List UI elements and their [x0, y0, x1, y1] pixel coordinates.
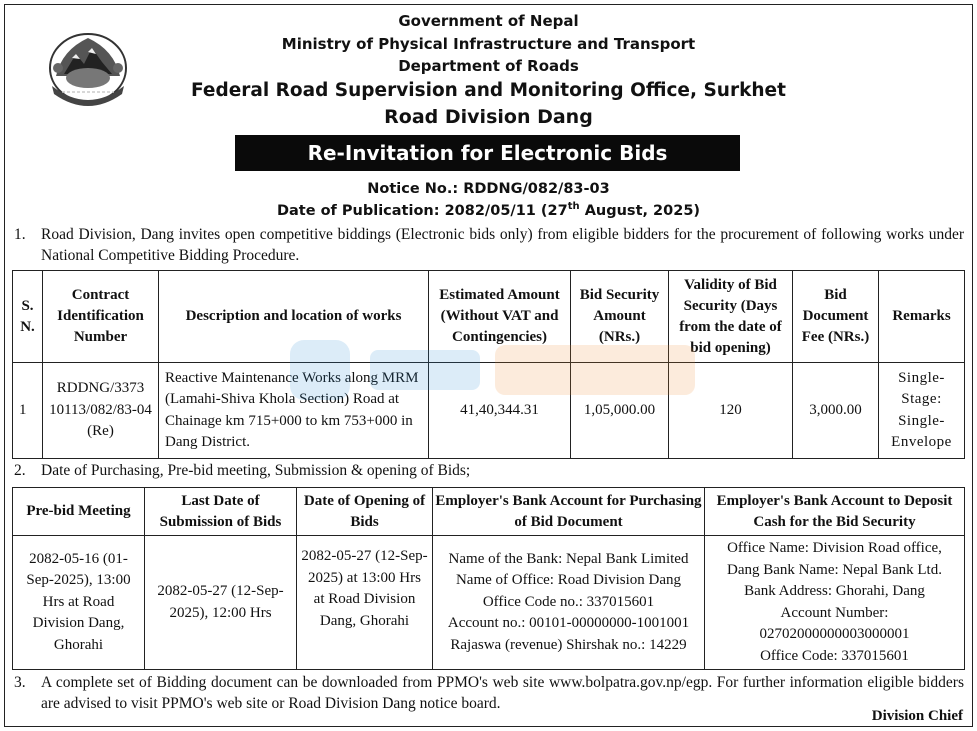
publication-date-sup: th [567, 201, 580, 213]
paragraph-3-text: A complete set of Bidding document can be downloaded from PPMO's web site www.bolpatra.gov.np/egp. For further information eligible bidders are advised to visit PPMO's web site or Road Division Dang notice board. [41, 674, 964, 712]
paragraph-2 [14, 460, 964, 482]
header-estimated-amount: Estimated Amount (Without VAT and Contingencies) [429, 271, 571, 363]
header-contract-id: Contract Identification Number [43, 271, 159, 363]
header-bid-security: Bid Security Amount (NRs.) [571, 271, 669, 363]
paragraph-2-number: 2. [14, 462, 26, 479]
table-row [13, 536, 965, 670]
header-description: Description and location of works [159, 271, 429, 363]
cell-last-date: 2082-05-27 (12-Sep-2025), 12:00 Hrs [145, 536, 297, 670]
ministry-name: Ministry of Physical Infrastructure and Transport [281, 34, 696, 53]
notice-number: Notice No.: RDDNG/082/83-03 [367, 181, 610, 197]
header-bank-deposit: Employer's Bank Account to Deposit Cash for the Bid Security [705, 488, 965, 536]
notice-info [0, 178, 977, 222]
bank-purchase-line: Office Code no.: 337015601 [482, 593, 655, 610]
department-name: Department of Roads [398, 57, 579, 75]
bank-deposit-line: Account Number: [780, 604, 889, 621]
bank-purchase-line: Name of the Bank: Nepal Bank Limited [448, 550, 689, 567]
cell-document-fee: 3,000.00 [793, 363, 879, 459]
notice-title: Re-Invitation for Electronic Bids [235, 135, 740, 171]
header-bank-purchase: Employer's Bank Account for Purchasing of Bid Document [433, 488, 705, 536]
publication-date [0, 200, 977, 222]
bank-purchase-line: Account no.: 00101-00000000-1001001 [447, 615, 690, 632]
bank-deposit-line: Dang Bank Name: Nepal Bank Ltd. [727, 561, 942, 578]
bank-deposit-line: Office Name: Division Road office, [727, 540, 942, 556]
bank-purchase-line: Name of Office: Road Division Dang [455, 572, 682, 589]
bids-schedule-table [12, 487, 965, 670]
paragraph-3 [14, 672, 964, 716]
letterhead [0, 10, 977, 130]
paragraph-3-number: 3. [14, 674, 26, 691]
bank-deposit-line: Bank Address: Ghorahi, Dang [744, 583, 925, 599]
header-opening-date: Date of Opening of Bids [297, 488, 433, 536]
bank-deposit-line: 02702000000003000001 [759, 626, 910, 642]
cell-description: Reactive Maintenance Works along MRM (Lamahi-Shiva Khola Section) Road at Chainage km 715+000 to km 753+000 in Dang District. [159, 363, 429, 459]
table-row [13, 363, 965, 459]
paragraph-2-text: Date of Purchasing, Pre-bid meeting, Submission & opening of Bids; [41, 462, 471, 479]
header-remarks: Remarks [879, 271, 965, 363]
header-sn: S. N. [13, 271, 43, 363]
publication-date-prefix: Date of Publication: 2082/05/11 (27 [276, 203, 568, 219]
cell-bid-security: 1,05,000.00 [571, 363, 669, 459]
cell-sn: 1 [13, 363, 43, 459]
division-name: Road Division Dang [384, 105, 593, 128]
cell-prebid-meeting: 2082-05-16 (01-Sep-2025), 13:00 Hrs at Road Division Dang, Ghorahi [13, 536, 145, 670]
cell-contract-id: RDDNG/3373 10113/082/83-04 (Re) [43, 363, 159, 459]
cell-bank-deposit [705, 536, 965, 670]
government-name: Government of Nepal [398, 12, 579, 30]
cell-opening-date: 2082-05-27 (12-Sep-2025) at 13:00 Hrs at Road Division Dang, Ghorahi [297, 536, 433, 670]
cell-remarks: Single-Stage: Single-Envelope [879, 363, 965, 459]
paragraph-1-text: Road Division, Dang invites open competitive biddings (Electronic bids only) from eligible bidders for the procurement of following works under National Competitive Bidding Procedure. [41, 226, 964, 264]
works-table [12, 270, 965, 459]
office-name: Federal Road Supervision and Monitoring Office, Surkhet [191, 79, 786, 101]
cell-estimated-amount: 41,40,344.31 [429, 363, 571, 459]
header-validity: Validity of Bid Security (Days from the date of bid opening) [669, 271, 793, 363]
header-document-fee: Bid Document Fee (NRs.) [793, 271, 879, 363]
bank-purchase-line: Rajaswa (revenue) Shirshak no.: 14229 [450, 636, 687, 653]
bank-deposit-line: Office Code: 337015601 [760, 647, 909, 664]
works-table-header [13, 271, 965, 363]
publication-date-suffix: August, 2025) [579, 203, 701, 219]
bids-table-header [13, 488, 965, 536]
signatory-title: Division Chief [871, 708, 963, 724]
header-last-date: Last Date of Submission of Bids [145, 488, 297, 536]
paragraph-1 [14, 224, 964, 268]
cell-bank-purchase [433, 536, 705, 670]
header-prebid-meeting: Pre-bid Meeting [13, 488, 145, 536]
paragraph-1-number: 1. [14, 226, 26, 243]
cell-validity: 120 [669, 363, 793, 459]
